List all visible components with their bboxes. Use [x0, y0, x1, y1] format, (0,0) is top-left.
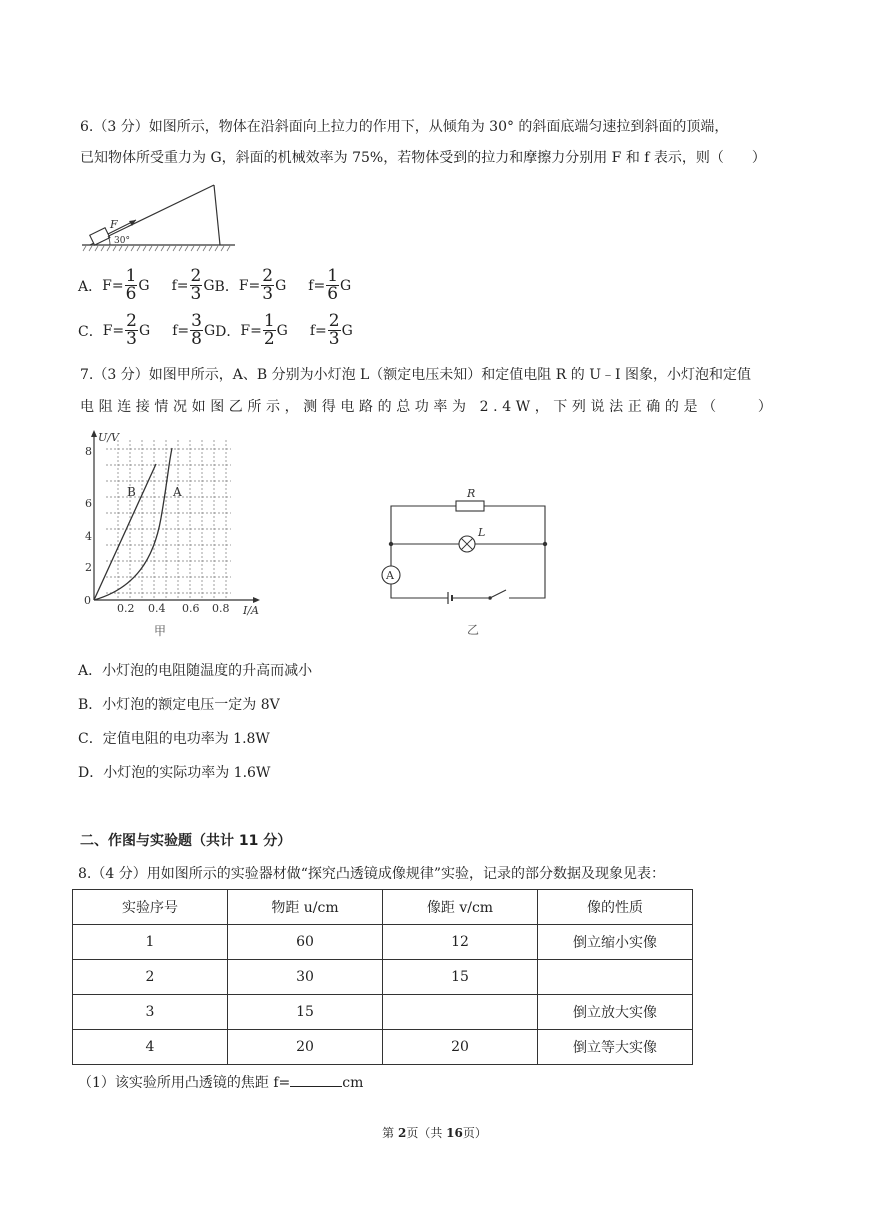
x-tick-0.8: 0.8: [212, 602, 230, 615]
fraction: $\frac{2}{3}$: [328, 311, 340, 349]
table-header: 实验序号: [73, 890, 228, 925]
resistor-label: R: [467, 488, 476, 500]
y-tick-8: 8: [85, 445, 92, 458]
y-tick-6: 6: [85, 497, 92, 510]
lamp-label: L: [478, 526, 486, 539]
fraction: $\frac{3}{8}$: [191, 311, 202, 349]
incline-figure: [80, 176, 240, 256]
fraction: $\frac{1}{6}$: [125, 266, 137, 304]
q6-option-b[interactable]: B． F= $\frac{2}{3}$ G f= $\frac{1}{6}$ G: [214, 266, 352, 304]
section-title: 二、作图与实验题（共计 11 分）: [80, 833, 292, 849]
curve-a: [94, 448, 172, 600]
fraction: $\frac{2}{3}$: [190, 266, 202, 304]
table-header: 像距 v/cm: [383, 890, 538, 925]
table-cell: 15: [383, 960, 538, 995]
table-row: [73, 960, 693, 995]
fraction: $\frac{2}{3}$: [126, 311, 137, 349]
q7-option-b[interactable]: B．小灯泡的额定电压一定为 8V: [78, 697, 280, 713]
q6-stem-line2: 已知物体所受重力为 G，斜面的机械效率为 75%，若物体受到的拉力和摩擦力分别用 F 和 f 表示，则（ ）: [80, 150, 766, 166]
graph-grid: [106, 440, 231, 599]
table-row: [73, 1030, 693, 1065]
table-cell: 2: [73, 960, 228, 995]
block: [90, 228, 110, 245]
ui-graph: [76, 428, 276, 640]
ammeter-label: A: [386, 569, 394, 582]
circuit-diagram: [373, 488, 553, 638]
q6-options-row2: [78, 313, 353, 348]
q8-sub1: （1）该实验所用凸透镜的焦距 f= cm: [78, 1075, 364, 1091]
table-cell: 4: [73, 1030, 228, 1065]
label-a: A: [173, 485, 182, 499]
x-tick-0.2: 0.2: [117, 602, 135, 615]
table-cell: 1: [73, 925, 228, 960]
origin-label: 0: [84, 594, 91, 607]
table-cell: 12: [383, 925, 538, 960]
fraction: $\frac{1}{2}$: [263, 311, 275, 349]
graph-caption: 甲: [154, 624, 167, 638]
table-cell: 20: [228, 1030, 383, 1065]
table-cell: 15: [228, 995, 383, 1030]
table-cell: 倒立放大实像: [538, 995, 693, 1030]
q6-option-d[interactable]: D． F= $\frac{1}{2}$ G f= $\frac{2}{3}$ G: [215, 311, 353, 349]
circuit-caption: 乙: [467, 623, 480, 637]
table-cell: [383, 995, 538, 1030]
switch-icon: [490, 590, 506, 598]
force-label: F: [110, 218, 118, 231]
x-tick-0.6: 0.6: [182, 602, 200, 615]
x-tick-0.4: 0.4: [148, 602, 166, 615]
table-cell: 60: [228, 925, 383, 960]
table-cell: 20: [383, 1030, 538, 1065]
q6-options-row1: [78, 268, 351, 303]
q6-option-a[interactable]: A． F= $\frac{1}{6}$ G f= $\frac{2}{3}$ G: [78, 266, 215, 304]
table-cell: 3: [73, 995, 228, 1030]
q8-stem: 8.（4 分）用如图所示的实验器材做“探究凸透镜成像规律”实验，记录的部分数据及现象见表：: [78, 866, 666, 882]
table-cell: 倒立等大实像: [538, 1030, 693, 1065]
table-row: [73, 925, 693, 960]
table-header: 物距 u/cm: [228, 890, 383, 925]
q6-stem-line1: 6.（3 分）如图所示，物体在沿斜面向上拉力的作用下，从倾角为 30° 的斜面底端匀速拉到斜面的顶端，: [80, 119, 729, 135]
answer-blank[interactable]: [290, 1074, 342, 1087]
table-header-row: [73, 890, 693, 925]
label-b: B: [127, 485, 136, 499]
y-tick-4: 4: [85, 530, 92, 543]
y-axis-label: U/V: [98, 431, 119, 444]
x-axis-label: I/A: [243, 604, 259, 617]
page-total: 16: [446, 1126, 463, 1140]
angle-label: 30°: [114, 236, 130, 246]
q7-option-d[interactable]: D．小灯泡的实际功率为 1.6W: [78, 765, 271, 781]
table-cell: 倒立缩小实像: [538, 925, 693, 960]
table-header: 像的性质: [538, 890, 693, 925]
q6-option-c[interactable]: C． F= $\frac{2}{3}$ G f= $\frac{3}{8}$ G: [78, 311, 216, 349]
table-row: [73, 995, 693, 1030]
q7-option-a[interactable]: A．小灯泡的电阻随温度的升高而减小: [78, 663, 313, 679]
resistor: [456, 501, 484, 511]
page-footer: 第 2页（共 16页）: [382, 1126, 487, 1140]
q7-option-c[interactable]: C．定值电阻的电功率为 1.8W: [78, 731, 270, 747]
table-cell: 30: [228, 960, 383, 995]
fraction: $\frac{1}{6}$: [327, 266, 339, 304]
q7-stem-line1: 7.（3 分）如图甲所示，A、B 分别为小灯泡 L（额定电压未知）和定值电阻 R 的 U﹣I 图象，小灯泡和定值: [80, 367, 751, 383]
table-cell: [538, 960, 693, 995]
page-number: 2: [397, 1126, 407, 1140]
q7-stem-line2: 电阻连接情况如图乙所示，测得电路的总功率为 2.4W，下列说法正确的是（ ）: [80, 399, 777, 415]
fraction: $\frac{2}{3}$: [262, 266, 274, 304]
y-tick-2: 2: [85, 561, 92, 574]
line-b: [94, 464, 156, 600]
data-table: [72, 889, 693, 1065]
